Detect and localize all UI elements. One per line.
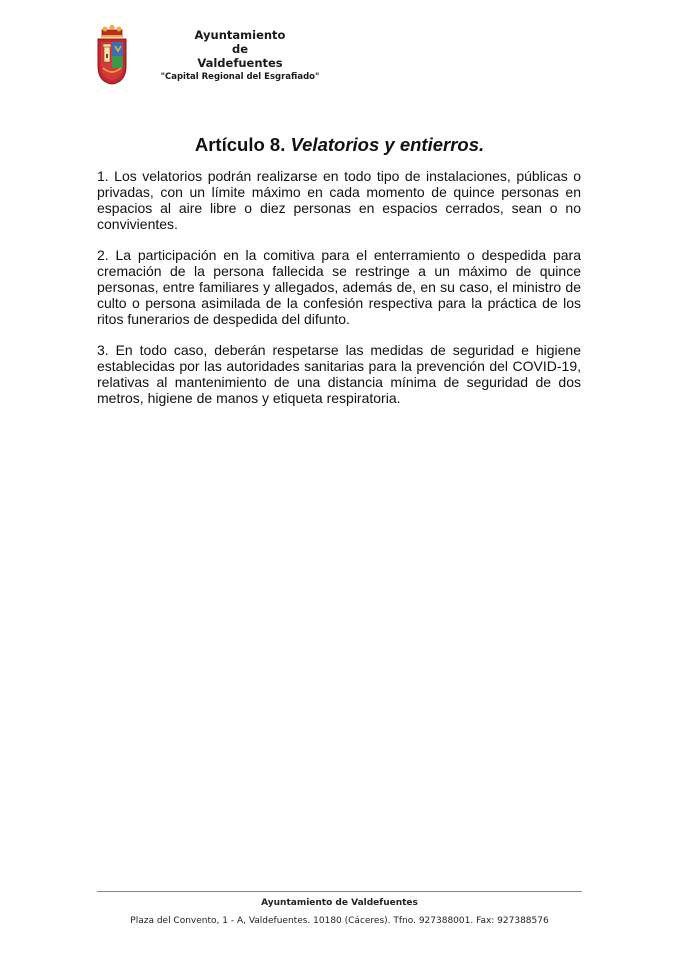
footer-organization: Ayuntamiento de Valdefuentes <box>261 898 418 908</box>
article-paragraph-3: 3. En todo caso, deberán respetarse las medidas de seguridad e higiene establecidas por las autoridades sanitarias para la prevención del COVID-19, relativas al mantenimiento de una distancia mínima de seguridad de dos metros, higiene de manos y etiqueta respiratoria. <box>97 342 581 406</box>
article-title-number: Artículo 8. <box>194 134 286 155</box>
org-name-line-2: de <box>231 42 249 56</box>
article-title-subject: Velatorios y entierros. <box>290 134 485 155</box>
article-title <box>0 134 679 156</box>
org-name-line-3: Valdefuentes <box>197 56 283 70</box>
footer-address: Plaza del Convento, 1 - A, Valdefuentes. 10180 (Cáceres). Tfno. 927388001. Fax: 927388576 <box>130 916 549 926</box>
footer-divider <box>97 891 582 892</box>
coat-of-arms-logo <box>95 24 129 86</box>
organization-name <box>135 28 345 83</box>
org-name-line-1: Ayuntamiento <box>194 28 286 42</box>
article-paragraph-2: 2. La participación en la comitiva para el enterramiento o despedida para cremación de la persona fallecida se restringe a un máximo de quince personas, entre familiares y allegados, además de, en su caso, el ministro de culto o persona asimilada de la confesión respectiva para la práctica de los ritos funerarios de despedida del difunto. <box>97 247 581 327</box>
article-paragraph-1: 1. Los velatorios podrán realizarse en todo tipo de instalaciones, públicas o privadas, con un límite máximo en cada momento de quince personas en espacios al aire libre o diez personas en espacios cerrados, sean o no convivientes. <box>97 168 581 232</box>
org-slogan: "Capital Regional del Esgrafiado" <box>160 72 320 82</box>
letterhead <box>95 24 355 88</box>
